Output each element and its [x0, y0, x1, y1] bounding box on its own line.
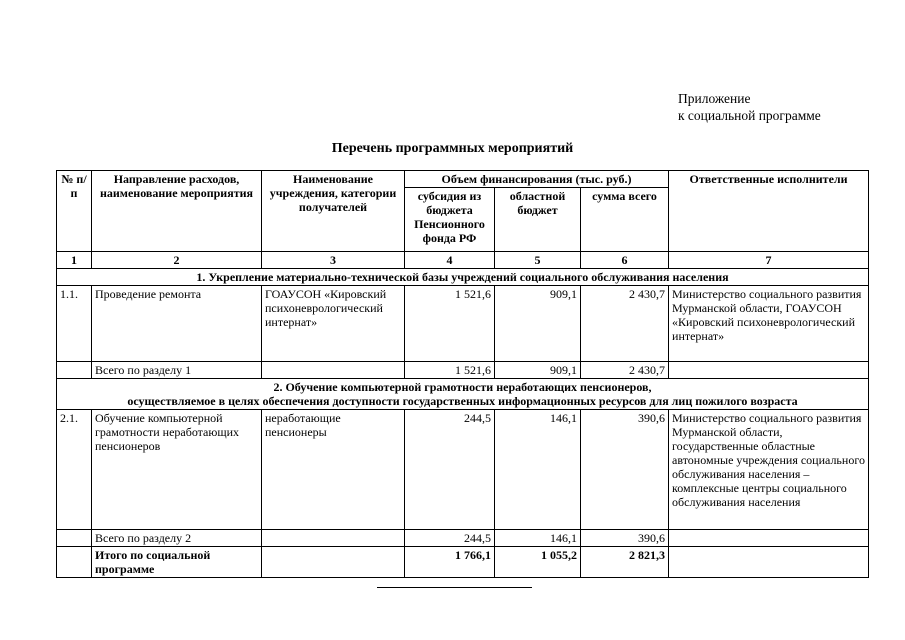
subtotal-label: Всего по разделу 1 — [92, 362, 262, 379]
numbering-cell: 6 — [581, 252, 669, 269]
row-num: 2.1. — [57, 410, 92, 530]
subtotal-row — [57, 530, 869, 547]
numbering-cell: 4 — [405, 252, 495, 269]
grand-total-regional: 1 055,2 — [495, 547, 581, 578]
document-title: Перечень программных мероприятий — [331, 141, 574, 156]
header-funding: Объем финансирования (тыс. руб.) — [405, 171, 669, 188]
program-measures-table — [56, 170, 869, 578]
numbering-cell: 1 — [57, 252, 92, 269]
grand-total-pension-fund: 1 766,1 — [405, 547, 495, 578]
section-2-title-line-1: 2. Обучение компьютерной грамотности неработающих пенсионеров, — [273, 380, 652, 394]
subtotal-regional: 909,1 — [495, 362, 581, 379]
header-responsible: Ответственные исполнители — [669, 171, 869, 252]
row-num: 1.1. — [57, 286, 92, 362]
row-regional: 146,1 — [495, 410, 581, 530]
subtotal-label: Всего по разделу 2 — [92, 530, 262, 547]
subtotal-total: 2 430,7 — [581, 362, 669, 379]
subtotal-pension-fund: 1 521,6 — [405, 362, 495, 379]
grand-total-total: 2 821,3 — [581, 547, 669, 578]
numbering-cell: 2 — [92, 252, 262, 269]
subtotal-regional: 146,1 — [495, 530, 581, 547]
grand-total-row — [57, 547, 869, 578]
appendix-line-2: к социальной программе — [678, 108, 821, 123]
row-institution: неработающие пенсионеры — [262, 410, 405, 530]
section-1-heading-row — [57, 269, 869, 286]
header-pension-fund: субсидия из бюджета Пенсионного фонда РФ — [405, 188, 495, 252]
row-responsible: Министерство социального развития Мурманской области, ГОАУСОН «Кировский психоневрологический интернат» — [669, 286, 869, 362]
bottom-divider-line — [377, 587, 532, 588]
row-total: 390,6 — [581, 410, 669, 530]
row-institution: ГОАУСОН «Кировский психоневрологический интернат» — [262, 286, 405, 362]
header-regional: областной бюджет — [495, 188, 581, 252]
subtotal-row — [57, 362, 869, 379]
table-row — [57, 410, 869, 530]
header-direction: Направление расходов, наименование мероприятия — [92, 171, 262, 252]
header-row — [57, 171, 869, 188]
row-regional: 909,1 — [495, 286, 581, 362]
numbering-row — [57, 252, 869, 269]
section-2-title-line-2: осуществляемое в целях обеспечения доступности государственных информационных ресурсов для лиц пожилого возраста — [127, 394, 798, 408]
header-total: сумма всего — [581, 188, 669, 252]
numbering-cell: 7 — [669, 252, 869, 269]
table-row — [57, 286, 869, 362]
row-responsible: Министерство социального развития Мурманской области, государственные областные автономные учреждения социального обслуживания населения – комплексные центры социального обслуживания населения — [669, 410, 869, 530]
row-total: 2 430,7 — [581, 286, 669, 362]
numbering-cell: 3 — [262, 252, 405, 269]
subtotal-total: 390,6 — [581, 530, 669, 547]
appendix-note — [678, 90, 821, 124]
subtotal-pension-fund: 244,5 — [405, 530, 495, 547]
row-pension-fund: 244,5 — [405, 410, 495, 530]
row-direction: Обучение компьютерной грамотности неработающих пенсионеров — [92, 410, 262, 530]
row-pension-fund: 1 521,6 — [405, 286, 495, 362]
row-direction: Проведение ремонта — [92, 286, 262, 362]
section-2-heading-row — [57, 379, 869, 410]
header-institution: Наименование учреждения, категории получателей — [262, 171, 405, 252]
header-num: № п/п — [57, 171, 92, 252]
section-2-title — [57, 379, 869, 410]
numbering-cell: 5 — [495, 252, 581, 269]
section-1-title: 1. Укрепление материально-технической базы учреждений социального обслуживания населения — [57, 269, 869, 286]
grand-total-label: Итого по социальной программе — [92, 547, 262, 578]
appendix-line-1: Приложение — [678, 91, 751, 106]
